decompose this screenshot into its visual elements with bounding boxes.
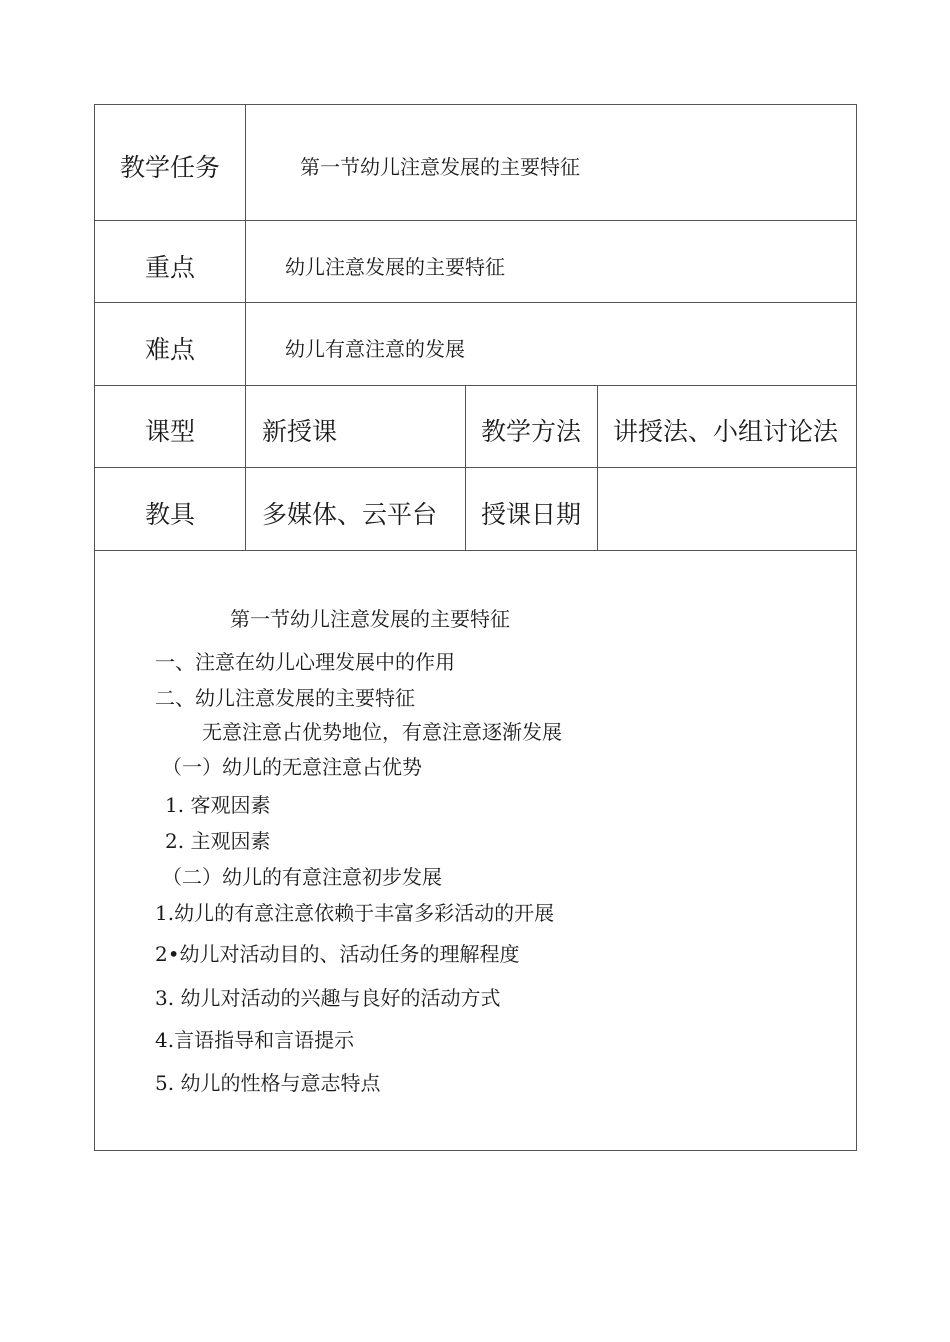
row-divider [94,550,857,551]
task-value: 第一节幼儿注意发展的主要特征 [300,155,580,179]
content-line: 2. 主观因素 [165,829,271,853]
content-line: 1. 客观因素 [165,793,271,817]
column-divider [465,385,466,551]
label-column-divider [245,104,246,551]
column-divider [597,385,598,551]
content-line: 一、注意在幼儿心理发展中的作用 [155,650,455,674]
table-border-bottom [94,1150,857,1151]
row-divider [94,220,857,221]
content-line: （一）幼儿的无意注意占优势 [162,755,422,779]
key-point-label: 重点 [145,253,196,282]
content-line: 4.言语指导和言语提示 [155,1028,355,1052]
content-title: 第一节幼儿注意发展的主要特征 [230,607,510,631]
task-label: 教学任务 [120,153,221,182]
table-border-top [94,104,857,105]
content-line: 3. 幼儿对活动的兴趣与良好的活动方式 [155,986,501,1010]
table-border-right [856,104,857,1151]
tools-label: 教具 [145,500,196,529]
method-value: 讲授法、小组讨论法 [613,417,839,446]
tools-value: 多媒体、云平台 [262,500,438,529]
content-line: 二、幼儿注意发展的主要特征 [155,686,415,710]
content-line: 2•幼儿对活动目的、活动任务的理解程度 [155,942,520,966]
row-divider [94,385,857,386]
row-divider [94,302,857,303]
difficulty-value: 幼儿有意注意的发展 [285,337,465,361]
lesson-type-value: 新授课 [262,417,338,446]
row-divider [94,467,857,468]
method-label: 教学方法 [481,417,582,446]
content-line: 1.幼儿的有意注意依赖于丰富多彩活动的开展 [155,901,555,925]
difficulty-label: 难点 [145,335,196,364]
key-point-value: 幼儿注意发展的主要特征 [285,255,505,279]
content-line: 5. 幼儿的性格与意志特点 [155,1071,381,1095]
table-border-left [94,104,95,1151]
lesson-type-label: 课型 [145,417,196,446]
content-line: 无意注意占优势地位，有意注意逐渐发展 [202,720,562,744]
content-line: （二）幼儿的有意注意初步发展 [162,865,442,889]
date-label: 授课日期 [481,500,582,529]
